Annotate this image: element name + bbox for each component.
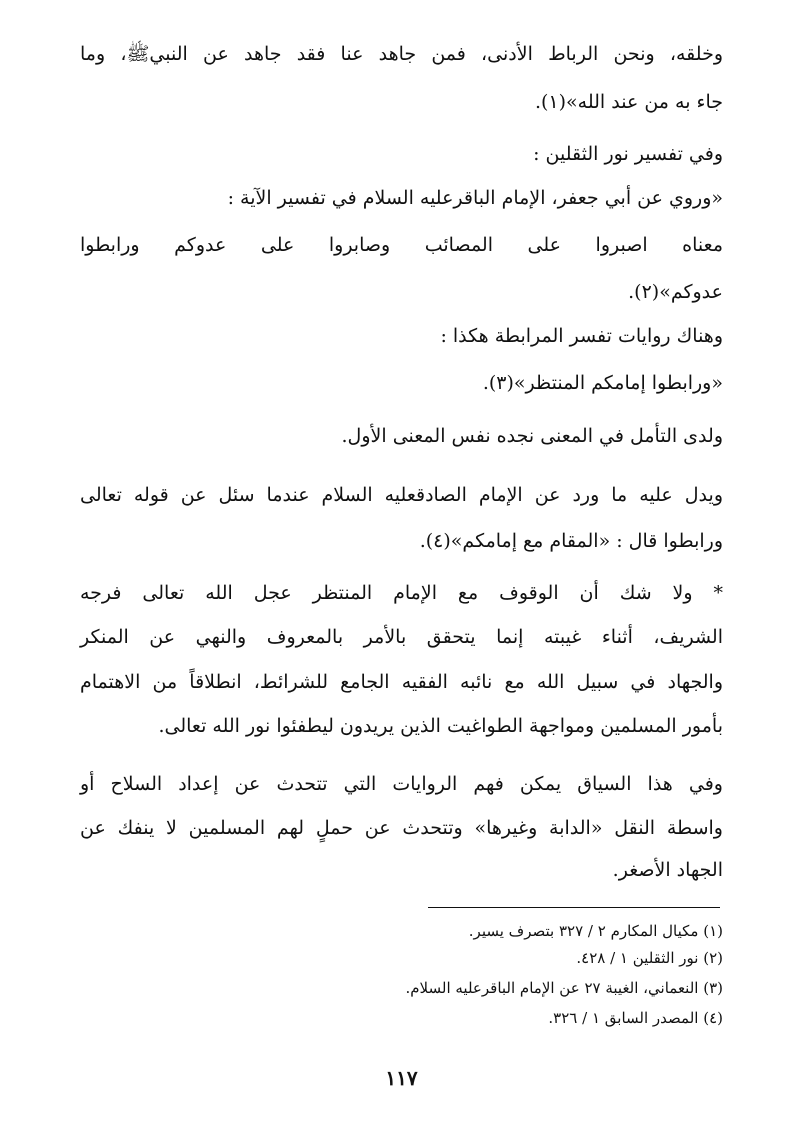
text-line: وهناك روايات تفسر المرابطة هكذا : — [440, 325, 723, 347]
footnote-separator — [428, 907, 720, 908]
text-line: وخلقه، ونحن الرباط الأدنى، فمن جاهد عنا فقد جاهد عن النبيﷺ، وما — [80, 43, 723, 65]
text-line: الجهاد الأصغر. — [612, 859, 723, 881]
text-line: بأمور المسلمين ومواجهة الطواغيت الذين يريدون ليطفئوا نور الله تعالى. — [158, 715, 723, 737]
page-number: ١١٧ — [385, 1066, 418, 1090]
footnote: (١) مكيال المكارم ٢ / ٣٢٧ بتصرف يسير. — [468, 922, 723, 940]
text-line: ويدل عليه ما ورد عن الإمام الصادقعليه السلام عندما سئل عن قوله تعالى — [80, 484, 723, 506]
text-line: وفي تفسير نور الثقلين : — [533, 143, 723, 165]
text-line: * ولا شك أن الوقوف مع الإمام المنتظر عجل الله تعالى فرجه — [80, 582, 723, 604]
text-line: معناه اصبروا على المصائب وصابروا على عدوكم ورابطوا — [80, 234, 723, 256]
footnote: (٢) نور الثقلين ١ / ٤٢٨. — [576, 949, 723, 967]
text-line: عدوكم»(٢). — [628, 281, 723, 303]
text-line: واسطة النقل «الدابة وغيرها» وتتحدث عن حملٍ لهم المسلمين لا ينفك عن — [80, 817, 723, 839]
text-line: وفي هذا السياق يمكن فهم الروايات التي تتحدث عن إعداد السلاح أو — [80, 773, 723, 795]
text-line: «ورابطوا إمامكم المنتظر»(٣). — [482, 372, 723, 394]
text-line: والجهاد في سبيل الله مع نائبه الفقيه الجامع للشرائط، انطلاقاً من الاهتمام — [80, 671, 723, 693]
footnote: (٤) المصدر السابق ١ / ٣٢٦. — [548, 1009, 723, 1027]
text-line: ولدى التأمل في المعنى نجده نفس المعنى الأول. — [341, 425, 723, 447]
text-line: الشريف، أثناء غيبته إنما يتحقق بالأمر بالمعروف والنهي عن المنكر — [80, 626, 723, 648]
footnote: (٣) النعماني، الغيبة ٢٧ عن الإمام الباقرعليه السلام. — [405, 979, 723, 997]
text-line: جاء به من عند الله»(١). — [534, 91, 723, 113]
text-line: «وروي عن أبي جعفر، الإمام الباقرعليه السلام في تفسير الآية : — [227, 187, 723, 209]
text-line: ورابطوا قال : «المقام مع إمامكم»(٤). — [419, 530, 723, 552]
